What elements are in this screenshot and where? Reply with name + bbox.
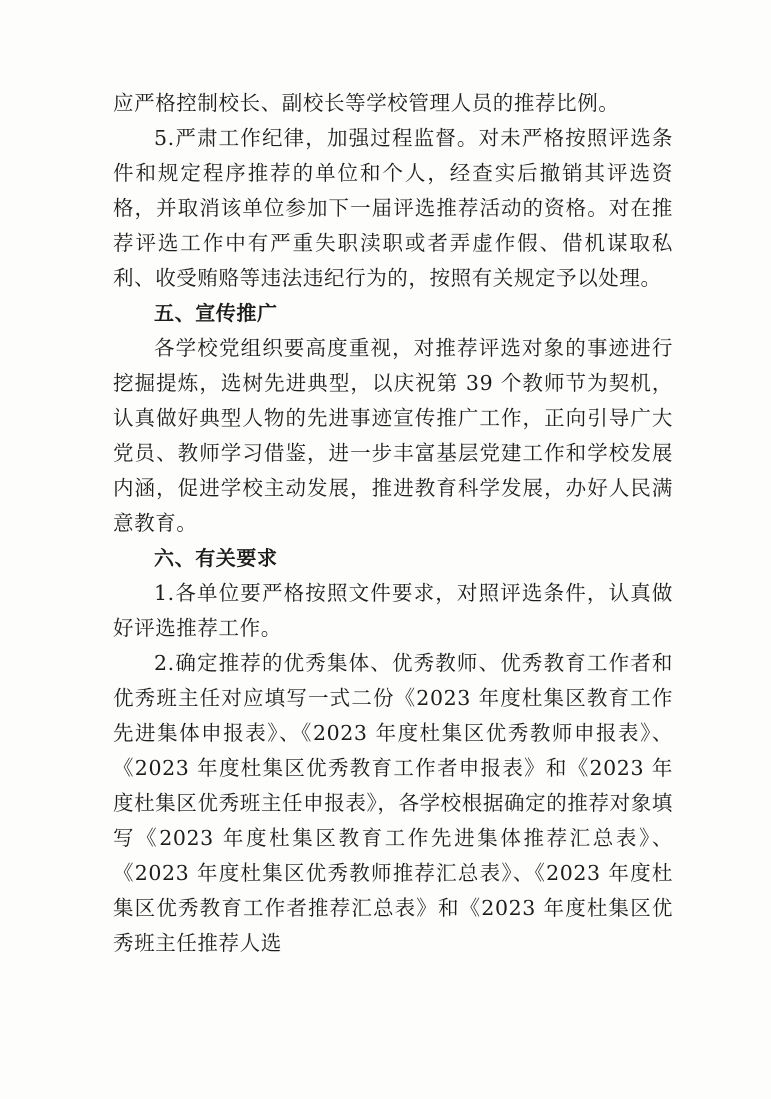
paragraph-work-discipline: 5.严肃工作纪律，加强过程监督。对未严格按照评选条件和规定程序推荐的单位和个人，经查实后撤销其评选资格，并取消该单位参加下一届评选推荐活动的资格。对在推荐评选工作中有严重失职渎职或者弄虚作假、借机谋取私利、收受贿赂等违法违纪行为的，按照有关规定予以处理。 (113, 126, 673, 290)
paragraph-requirement-1: 1.各单位要严格按照文件要求，对照评选条件，认真做好评选推荐工作。 (113, 581, 673, 640)
document-body (113, 86, 673, 961)
paragraph-publicity: 各学校党组织要高度重视，对推荐评选对象的事迹进行挖掘提炼，选树先进典型，以庆祝第 39 个教师节为契机，认真做好典型人物的先进事迹宣传推广工作，正向引导广大党员、教师学习借鉴，进一步丰富基层党建工作和学校发展内涵，促进学校主动发展，推进教育科学发展，办好人民满意教育。 (113, 336, 673, 535)
section-heading-requirements: 六、有关要求 (154, 546, 278, 570)
section-heading-publicity: 五、宣传推广 (154, 301, 278, 325)
paragraph-requirement-2: 2.确定推荐的优秀集体、优秀教师、优秀教育工作者和优秀班主任对应填写一式二份《2023 年度杜集区教育工作先进集体申报表》、《2023 年度杜集区优秀教师申报表》、《2023 年度杜集区优秀教育工作者申报表》和《2023 年度杜集区优秀班主任申报表》，各学校根据确定的推荐对象填写《2023 年度杜集区教育工作先进集体推荐汇总表》、《2023 年度杜集区优秀教师推荐汇总表》、《2023 年度杜集区优秀教育工作者推荐汇总表》和《2023 年度杜集区优秀班主任推荐人选 (113, 651, 673, 955)
paragraph-continuation: 应严格控制校长、副校长等学校管理人员的推荐比例。 (113, 91, 620, 115)
